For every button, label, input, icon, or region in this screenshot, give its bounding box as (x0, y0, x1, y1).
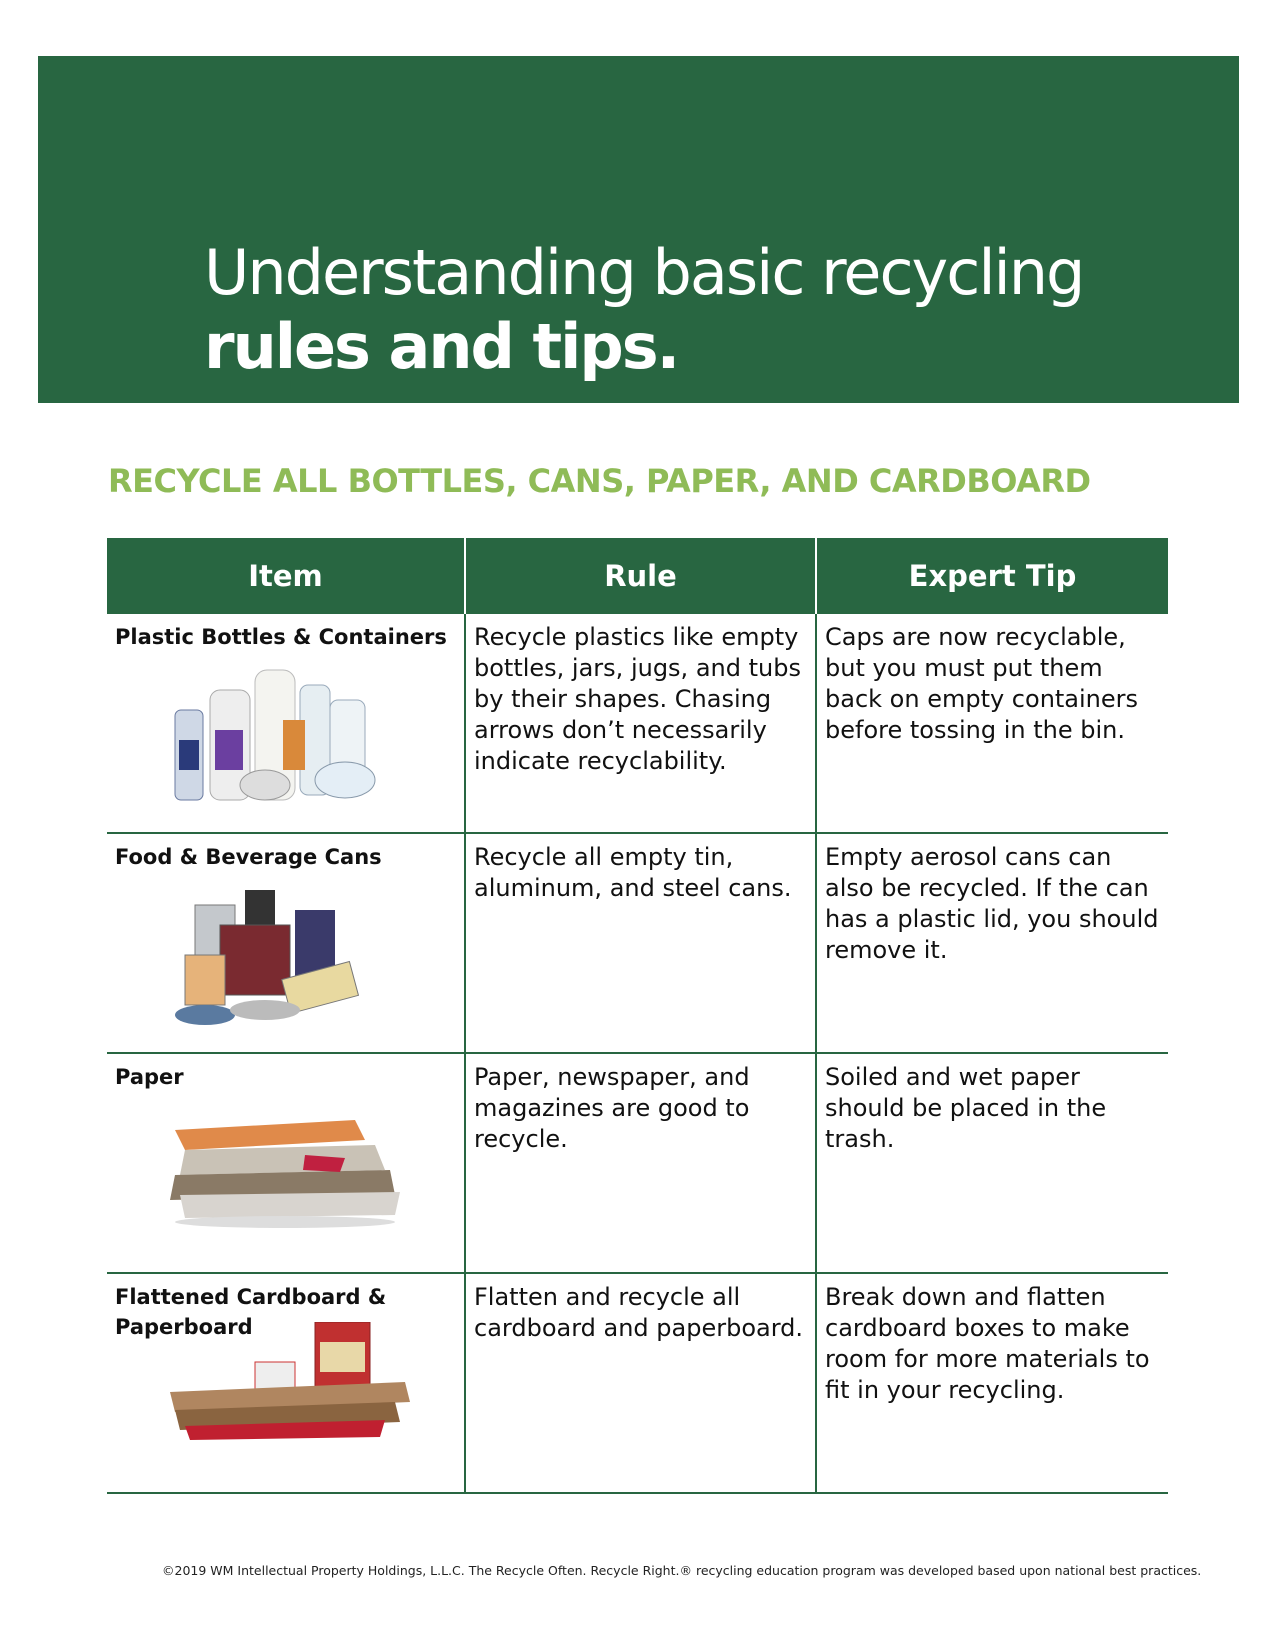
table-row (107, 614, 1168, 833)
column-header-expert-tip: Expert Tip (816, 538, 1168, 614)
rule-cell: Paper, newspaper, and magazines are good to recycle. (465, 1053, 816, 1273)
title-line-1: Understanding basic recycling (204, 236, 1084, 309)
paper-stack-image (165, 1100, 405, 1230)
section-heading: RECYCLE ALL BOTTLES, CANS, PAPER, AND CARDBOARD (108, 462, 1091, 500)
recycling-table (107, 538, 1168, 1494)
copyright-footer: ©2019 WM Intellectual Property Holdings, L.L.C. The Recycle Often. Recycle Right.® recycling education program was developed based upon national best practices. (162, 1563, 1202, 1578)
column-header-item: Item (107, 538, 465, 614)
item-cell (107, 1273, 465, 1493)
page-title (204, 236, 1083, 384)
column-header-rule: Rule (465, 538, 816, 614)
item-label: Flattened Cardboard & Paperboard (115, 1285, 387, 1339)
cans-image (165, 880, 375, 1030)
table-header-row (107, 538, 1168, 614)
title-line-2: rules and tips. (204, 310, 679, 383)
tip-cell: Empty aerosol cans can also be recycled. If the can has a plastic lid, you should remove it. (816, 833, 1168, 1053)
item-label: Paper (115, 1065, 184, 1089)
table-row (107, 1273, 1168, 1493)
plastic-bottles-image (165, 660, 395, 810)
rule-cell: Flatten and recycle all cardboard and paperboard. (465, 1273, 816, 1493)
item-label: Plastic Bottles & Containers (115, 625, 447, 649)
rule-cell: Recycle plastics like empty bottles, jars, jugs, and tubs by their shapes. Chasing arrows don’t necessarily indicate recyclability. (465, 614, 816, 833)
item-label: Food & Beverage Cans (115, 845, 382, 869)
table-row (107, 833, 1168, 1053)
header-banner (38, 56, 1239, 403)
item-cell (107, 614, 465, 833)
tip-cell: Soiled and wet paper should be placed in the trash. (816, 1053, 1168, 1273)
item-cell (107, 1053, 465, 1273)
tip-cell: Break down and flatten cardboard boxes to make room for more materials to fit in your recycling. (816, 1273, 1168, 1493)
table-row (107, 1053, 1168, 1273)
rule-cell: Recycle all empty tin, aluminum, and steel cans. (465, 833, 816, 1053)
item-cell (107, 833, 465, 1053)
tip-cell: Caps are now recyclable, but you must put them back on empty containers before tossing in the bin. (816, 614, 1168, 833)
